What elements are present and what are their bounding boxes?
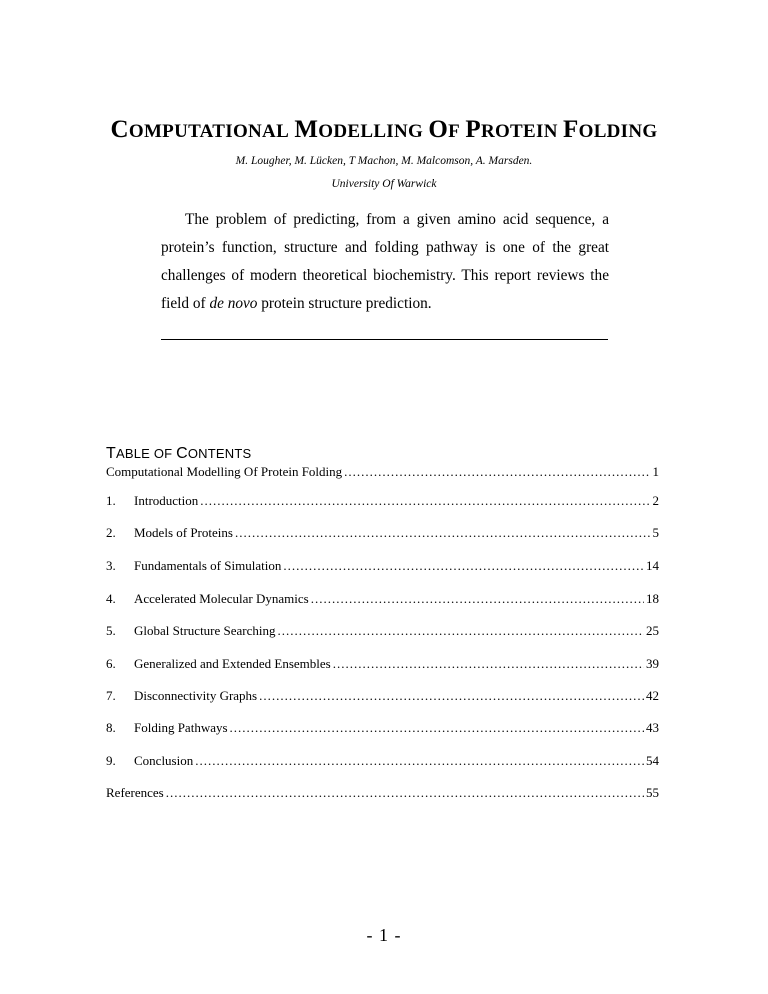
toc-leader-dots: [166, 785, 644, 801]
toc-entry[interactable]: [106, 623, 659, 639]
toc-entry-page: 55: [646, 785, 659, 800]
title-cap: O: [428, 116, 449, 143]
affiliation: University Of Warwick: [331, 178, 437, 190]
toc-entry-label: Folding Pathways: [134, 720, 228, 735]
toc-entry-label: Disconnectivity Graphs: [134, 688, 258, 703]
toc-entry-number: 8.: [106, 720, 116, 735]
toc-entry-number: 6.: [106, 656, 116, 671]
toc-entry-page: 39: [646, 656, 659, 671]
toc-entry-page: 5: [652, 525, 659, 540]
title-word: F: [448, 121, 461, 142]
title-word: ODELLING: [318, 121, 424, 142]
abstract-line: challenges of modern theoretical biochemistry. This report reviews the: [161, 267, 609, 284]
abstract-text: protein structure prediction.: [257, 295, 432, 312]
toc-entry-label: Fundamentals of Simulation: [134, 558, 282, 573]
toc-entry[interactable]: [106, 591, 659, 607]
abstract: [161, 206, 609, 318]
page-number: - 1 -: [366, 925, 402, 945]
toc-entry-label: Computational Modelling Of Protein Folding: [106, 464, 343, 479]
toc-leader-dots: [283, 558, 644, 574]
toc-entry-number: 3.: [106, 558, 116, 573]
toc-entry[interactable]: [106, 785, 659, 801]
toc-entry-page: 43: [646, 720, 659, 735]
toc-entry-number: 9.: [106, 753, 116, 768]
toc-leader-dots: [230, 720, 644, 736]
toc-entry[interactable]: [106, 493, 659, 509]
toc-entry[interactable]: [106, 525, 659, 541]
toc-entry-number: 4.: [106, 591, 116, 606]
toc-entry-label: Global Structure Searching: [134, 623, 276, 638]
toc-entry-label: References: [106, 785, 164, 800]
toc-entry-number: 5.: [106, 623, 116, 638]
toc-entry-page: 25: [646, 623, 659, 638]
toc-entry-number: 1.: [106, 493, 116, 508]
authors: M. Lougher, M. Lücken, T Machon, M. Malcomson, A. Marsden.: [235, 155, 533, 167]
horizontal-rule: [161, 339, 608, 340]
toc-entry[interactable]: [106, 753, 659, 769]
toc-entry-page: 42: [646, 688, 659, 703]
toc-entry[interactable]: [106, 464, 659, 480]
toc-leader-dots: [333, 656, 644, 672]
toc-heading-text: ABLE OF: [115, 446, 177, 461]
title-word: ROTEIN: [480, 121, 558, 142]
toc-heading-text: ONTENTS: [187, 446, 252, 461]
abstract-text: field of: [161, 295, 210, 312]
toc-entry[interactable]: [106, 558, 659, 574]
title-word: OMPUTATIONAL: [128, 121, 290, 142]
abstract-line: [161, 290, 609, 318]
abstract-emphasis: de novo: [209, 295, 258, 312]
toc-entry-page: 14: [646, 558, 659, 573]
toc-entry[interactable]: [106, 656, 659, 672]
toc-entry-page: 18: [646, 591, 659, 606]
toc-entry-page: 1: [652, 464, 659, 479]
toc-entry[interactable]: [106, 688, 659, 704]
toc-entry-number: 7.: [106, 688, 116, 703]
toc-heading-cap: T: [106, 445, 116, 462]
toc-leader-dots: [259, 688, 644, 704]
title-cap: P: [465, 116, 481, 143]
title-cap: M: [294, 116, 319, 143]
toc-heading-cap: C: [176, 445, 188, 462]
title-cap: F: [563, 116, 579, 143]
toc-entry-label: Generalized and Extended Ensembles: [134, 656, 331, 671]
title-word: OLDING: [578, 121, 658, 142]
toc-leader-dots: [311, 591, 644, 607]
toc-leader-dots: [344, 464, 650, 480]
toc-entry-label: Models of Proteins: [134, 525, 233, 540]
toc-entry-page: 2: [652, 493, 659, 508]
toc-entry-number: 2.: [106, 525, 116, 540]
toc-entry-label: Introduction: [134, 493, 199, 508]
toc-entry-page: 54: [646, 753, 659, 768]
toc-entry[interactable]: [106, 720, 659, 736]
toc-leader-dots: [195, 753, 644, 769]
abstract-line: protein’s function, structure and folding pathway is one of the great: [161, 239, 609, 256]
abstract-line: The problem of predicting, from a given amino acid sequence, a: [185, 211, 609, 228]
document-title: [0, 116, 768, 144]
title-cap: C: [110, 116, 129, 143]
toc-entry-label: Accelerated Molecular Dynamics: [134, 591, 309, 606]
toc-leader-dots: [278, 623, 644, 639]
toc-heading: [106, 445, 251, 463]
toc-leader-dots: [200, 493, 650, 509]
toc-leader-dots: [235, 525, 651, 541]
toc-entry-label: Conclusion: [134, 753, 194, 768]
